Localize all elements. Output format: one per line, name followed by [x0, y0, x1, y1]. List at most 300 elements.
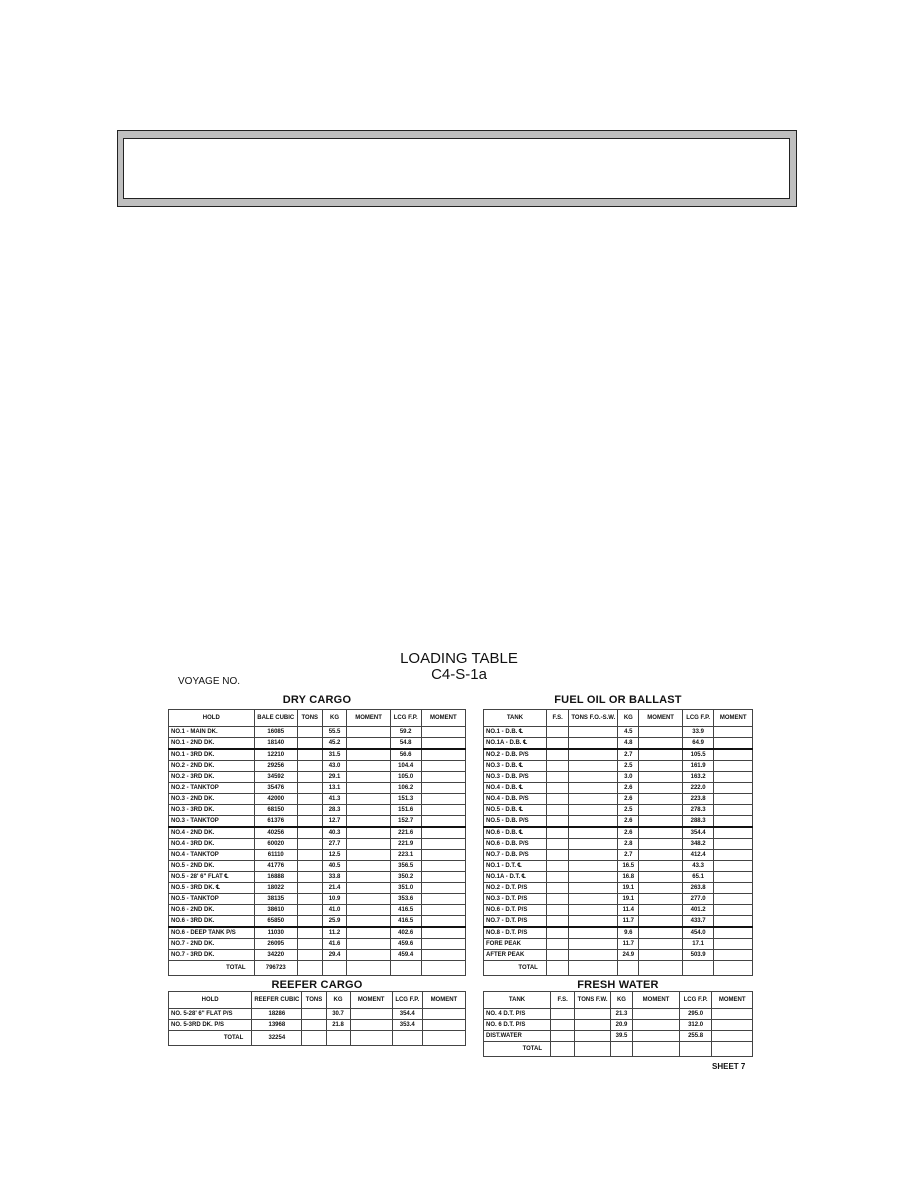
- value-cell-moment2[interactable]: [712, 1020, 753, 1031]
- total-cell[interactable]: [610, 1042, 632, 1057]
- value-cell-moment2[interactable]: [422, 1009, 465, 1020]
- value-cell-tons[interactable]: [569, 883, 618, 894]
- value-cell-moment2[interactable]: [421, 861, 465, 872]
- table-row: [484, 1031, 753, 1042]
- value-cell-moment[interactable]: [347, 827, 390, 839]
- value-cell-kg: 10.9: [322, 894, 347, 905]
- value-cell-kg: 41.3: [322, 794, 347, 805]
- value-cell-bale: 11030: [254, 927, 297, 939]
- col-header: MOMENT: [422, 992, 465, 1009]
- value-cell-tons[interactable]: [569, 927, 618, 939]
- value-cell-moment2[interactable]: [714, 827, 753, 839]
- value-cell-moment2[interactable]: [714, 927, 753, 939]
- row-label-cell: NO.1 - 2ND DK.: [169, 738, 255, 750]
- value-cell-moment2[interactable]: [421, 950, 465, 961]
- row-label-cell: FORE PEAK: [484, 939, 547, 950]
- value-cell-moment[interactable]: [639, 827, 683, 839]
- col-header: MOMENT: [421, 710, 465, 727]
- table-row: [484, 883, 753, 894]
- value-cell-tons[interactable]: [569, 950, 618, 961]
- value-cell-fs[interactable]: [546, 850, 569, 861]
- value-cell-moment[interactable]: [347, 883, 390, 894]
- value-cell-moment[interactable]: [347, 916, 390, 928]
- value-cell-lcg: 312.0: [679, 1020, 711, 1031]
- value-cell-moment[interactable]: [639, 839, 683, 850]
- value-cell-moment2[interactable]: [422, 1020, 465, 1031]
- value-cell-fs[interactable]: [546, 761, 569, 772]
- col-header: KG: [618, 710, 639, 727]
- value-cell-lcg: 17.1: [682, 939, 713, 950]
- value-cell-kg: 2.6: [618, 783, 639, 794]
- dry-cargo-table: [168, 709, 466, 976]
- value-cell-tons[interactable]: [297, 894, 322, 905]
- col-header: REEFER CUBIC: [252, 992, 302, 1009]
- value-cell-moment[interactable]: [639, 738, 683, 750]
- value-cell-bale: 65850: [254, 916, 297, 928]
- total-cell[interactable]: [569, 961, 618, 976]
- value-cell-tons[interactable]: [297, 939, 322, 950]
- value-cell-lcg: 416.5: [390, 905, 421, 916]
- value-cell-lcg: 105.5: [682, 749, 713, 761]
- value-cell-moment2[interactable]: [421, 727, 465, 738]
- total-value: 796723: [254, 961, 297, 976]
- value-cell-moment[interactable]: [347, 872, 390, 883]
- value-cell-moment[interactable]: [639, 761, 683, 772]
- value-cell-fs[interactable]: [551, 1031, 575, 1042]
- value-cell-lcg: 433.7: [682, 916, 713, 928]
- value-cell-tons[interactable]: [297, 861, 322, 872]
- value-cell-moment2[interactable]: [421, 916, 465, 928]
- total-cell[interactable]: [618, 961, 639, 976]
- value-cell-tons[interactable]: [297, 805, 322, 816]
- table-row: [169, 950, 466, 961]
- table-row: [169, 772, 466, 783]
- table-row: [169, 894, 466, 905]
- row-label-cell: NO.7 - 2ND DK.: [169, 939, 255, 950]
- value-cell-tons[interactable]: [569, 827, 618, 839]
- value-cell-fs[interactable]: [546, 794, 569, 805]
- total-cell[interactable]: [575, 1042, 610, 1057]
- value-cell-kg: 29.1: [322, 772, 347, 783]
- value-cell-moment2[interactable]: [714, 794, 753, 805]
- value-cell-tons[interactable]: [297, 916, 322, 928]
- value-cell-moment2[interactable]: [421, 827, 465, 839]
- value-cell-moment[interactable]: [639, 939, 683, 950]
- value-cell-tons[interactable]: [297, 872, 322, 883]
- value-cell-fs[interactable]: [546, 883, 569, 894]
- total-cell[interactable]: [546, 961, 569, 976]
- row-label-cell: NO.7 - D.T. P/S: [484, 916, 547, 928]
- value-cell-moment[interactable]: [639, 816, 683, 828]
- row-label-cell: NO.5 - D.B. P/S: [484, 816, 547, 828]
- row-label-cell: NO.3 - TANKTOP: [169, 816, 255, 828]
- value-cell-bale: 26095: [254, 939, 297, 950]
- value-cell-tons[interactable]: [302, 1009, 326, 1020]
- voyage-label: VOYAGE NO.: [178, 676, 241, 687]
- value-cell-moment[interactable]: [639, 872, 683, 883]
- total-cell[interactable]: [326, 1031, 350, 1046]
- value-cell-moment2[interactable]: [421, 805, 465, 816]
- value-cell-fs[interactable]: [546, 916, 569, 928]
- value-cell-moment2[interactable]: [421, 839, 465, 850]
- value-cell-moment2[interactable]: [714, 939, 753, 950]
- col-header: LCG F.P.: [679, 992, 711, 1009]
- table-row: [484, 927, 753, 939]
- value-cell-tons[interactable]: [302, 1020, 326, 1031]
- value-cell-fs[interactable]: [546, 816, 569, 828]
- row-label-cell: NO.2 - 3RD DK.: [169, 772, 255, 783]
- total-cell[interactable]: [682, 961, 713, 976]
- value-cell-moment[interactable]: [639, 861, 683, 872]
- total-cell[interactable]: [297, 961, 322, 976]
- value-cell-kg: 40.5: [322, 861, 347, 872]
- value-cell-tons[interactable]: [297, 816, 322, 828]
- table-row: [484, 827, 753, 839]
- value-cell-tons[interactable]: [569, 872, 618, 883]
- value-cell-moment2[interactable]: [714, 872, 753, 883]
- table-row: [169, 839, 466, 850]
- value-cell-kg: 2.6: [618, 794, 639, 805]
- table-row: [169, 1020, 466, 1031]
- value-cell-tons[interactable]: [569, 761, 618, 772]
- col-header: KG: [326, 992, 350, 1009]
- value-cell-moment[interactable]: [639, 727, 683, 738]
- value-cell-kg: 19.1: [618, 894, 639, 905]
- row-label-cell: NO.3 - 2ND DK.: [169, 794, 255, 805]
- value-cell-moment[interactable]: [639, 927, 683, 939]
- value-cell-tons[interactable]: [569, 794, 618, 805]
- total-cell[interactable]: [322, 961, 347, 976]
- value-cell-fs[interactable]: [546, 783, 569, 794]
- value-cell-moment2[interactable]: [714, 850, 753, 861]
- row-label-cell: NO.6 - 3RD DK.: [169, 916, 255, 928]
- value-cell-fs[interactable]: [546, 905, 569, 916]
- value-cell-moment2[interactable]: [421, 850, 465, 861]
- value-cell-fs[interactable]: [551, 1009, 575, 1020]
- value-cell-kg: 4.8: [618, 738, 639, 750]
- total-cell[interactable]: [712, 1042, 753, 1057]
- value-cell-fs[interactable]: [546, 727, 569, 738]
- value-cell-fs[interactable]: [546, 894, 569, 905]
- col-header: LCG F.P.: [390, 710, 421, 727]
- value-cell-moment[interactable]: [347, 783, 390, 794]
- value-cell-lcg: 64.9: [682, 738, 713, 750]
- value-cell-moment[interactable]: [633, 1020, 680, 1031]
- value-cell-moment2[interactable]: [421, 761, 465, 772]
- value-cell-moment2[interactable]: [712, 1031, 753, 1042]
- value-cell-moment[interactable]: [639, 916, 683, 928]
- table-row: [484, 872, 753, 883]
- value-cell-moment2[interactable]: [714, 905, 753, 916]
- value-cell-moment2[interactable]: [421, 749, 465, 761]
- value-cell-tons[interactable]: [569, 805, 618, 816]
- value-cell-moment2[interactable]: [714, 805, 753, 816]
- value-cell-lcg: 222.0: [682, 783, 713, 794]
- value-cell-moment[interactable]: [347, 727, 390, 738]
- value-cell-kg: 9.6: [618, 927, 639, 939]
- col-header: LCG F.P.: [392, 992, 422, 1009]
- value-cell-tons[interactable]: [297, 950, 322, 961]
- value-cell-moment2[interactable]: [714, 749, 753, 761]
- value-cell-moment2[interactable]: [714, 894, 753, 905]
- value-cell-moment[interactable]: [639, 894, 683, 905]
- value-cell-moment2[interactable]: [714, 916, 753, 928]
- row-label-cell: NO. 4 D.T. P/S: [484, 1009, 551, 1020]
- value-cell-moment2[interactable]: [421, 883, 465, 894]
- value-cell-tons[interactable]: [569, 783, 618, 794]
- table-header-row: [484, 710, 753, 727]
- value-cell-moment[interactable]: [347, 894, 390, 905]
- value-cell-tons[interactable]: [297, 827, 322, 839]
- value-cell-moment[interactable]: [347, 839, 390, 850]
- value-cell-tons[interactable]: [569, 727, 618, 738]
- value-cell-lcg: 351.0: [390, 883, 421, 894]
- value-cell-lcg: 350.2: [390, 872, 421, 883]
- value-cell-lcg: 401.2: [682, 905, 713, 916]
- value-cell-moment2[interactable]: [421, 772, 465, 783]
- total-cell[interactable]: [302, 1031, 326, 1046]
- value-cell-tons[interactable]: [575, 1009, 610, 1020]
- value-cell-moment2[interactable]: [714, 783, 753, 794]
- value-cell-tons[interactable]: [569, 839, 618, 850]
- value-cell-lcg: 459.6: [390, 939, 421, 950]
- value-cell-tons[interactable]: [575, 1031, 610, 1042]
- value-cell-tons[interactable]: [297, 772, 322, 783]
- value-cell-tons[interactable]: [569, 861, 618, 872]
- value-cell-moment[interactable]: [347, 805, 390, 816]
- value-cell-kg: 55.5: [322, 727, 347, 738]
- value-cell-moment2[interactable]: [421, 794, 465, 805]
- reefer-cargo-title: REEFER CARGO: [271, 979, 363, 991]
- value-cell-moment2[interactable]: [421, 905, 465, 916]
- value-cell-moment2[interactable]: [712, 1009, 753, 1020]
- table-row: [169, 1009, 466, 1020]
- table-row: [484, 783, 753, 794]
- value-cell-bale: 16085: [254, 727, 297, 738]
- table-row: [484, 794, 753, 805]
- value-cell-fs[interactable]: [546, 950, 569, 961]
- value-cell-tons[interactable]: [297, 883, 322, 894]
- value-cell-tons[interactable]: [297, 905, 322, 916]
- total-cell[interactable]: [714, 961, 753, 976]
- dry-cargo-title: DRY CARGO: [282, 694, 352, 706]
- value-cell-fs[interactable]: [546, 927, 569, 939]
- table-row: [484, 861, 753, 872]
- value-cell-moment[interactable]: [639, 905, 683, 916]
- value-cell-bale: 16888: [254, 872, 297, 883]
- value-cell-moment[interactable]: [347, 927, 390, 939]
- page-subtitle: C4-S-1a: [431, 666, 487, 683]
- value-cell-moment[interactable]: [639, 772, 683, 783]
- value-cell-lcg: 503.9: [682, 950, 713, 961]
- table-header-row: [169, 992, 466, 1009]
- value-cell-fs[interactable]: [546, 939, 569, 950]
- value-cell-moment[interactable]: [347, 905, 390, 916]
- value-cell-kg: 28.3: [322, 805, 347, 816]
- header-frame-inner: [123, 138, 790, 199]
- value-cell-tons[interactable]: [297, 761, 322, 772]
- value-cell-moment2[interactable]: [421, 783, 465, 794]
- value-cell-moment2[interactable]: [714, 761, 753, 772]
- value-cell-moment2[interactable]: [714, 861, 753, 872]
- total-cell[interactable]: [679, 1042, 711, 1057]
- value-cell-tons[interactable]: [575, 1020, 610, 1031]
- value-cell-tons[interactable]: [569, 749, 618, 761]
- value-cell-tons[interactable]: [569, 894, 618, 905]
- total-cell[interactable]: [390, 961, 421, 976]
- value-cell-tons[interactable]: [297, 727, 322, 738]
- value-cell-moment2[interactable]: [421, 927, 465, 939]
- value-cell-moment2[interactable]: [714, 816, 753, 828]
- col-header: TONS: [297, 710, 322, 727]
- value-cell-fs[interactable]: [546, 872, 569, 883]
- col-header: F.S.: [551, 992, 575, 1009]
- value-cell-moment[interactable]: [347, 816, 390, 828]
- value-cell-moment2[interactable]: [421, 939, 465, 950]
- row-label-cell: NO.5 - 3RD DK. ℄: [169, 883, 255, 894]
- value-cell-moment2[interactable]: [714, 839, 753, 850]
- value-cell-bale: 29256: [254, 761, 297, 772]
- value-cell-kg: 2.5: [618, 761, 639, 772]
- value-cell-kg: 16.5: [618, 861, 639, 872]
- row-label-cell: NO. 6 D.T. P/S: [484, 1020, 551, 1031]
- value-cell-tons[interactable]: [297, 738, 322, 750]
- value-cell-moment[interactable]: [347, 749, 390, 761]
- value-cell-kg: 43.0: [322, 761, 347, 772]
- value-cell-lcg: 354.4: [392, 1009, 422, 1020]
- value-cell-fs[interactable]: [546, 861, 569, 872]
- value-cell-tons[interactable]: [569, 738, 618, 750]
- value-cell-bale: 18140: [254, 738, 297, 750]
- value-cell-moment[interactable]: [633, 1031, 680, 1042]
- value-cell-tons[interactable]: [297, 839, 322, 850]
- total-cell[interactable]: [633, 1042, 680, 1057]
- total-cell[interactable]: [422, 1031, 465, 1046]
- value-cell-fs[interactable]: [546, 827, 569, 839]
- total-label: TOTAL: [484, 1042, 551, 1057]
- col-header: MOMENT: [347, 710, 390, 727]
- value-cell-lcg: 59.2: [390, 727, 421, 738]
- value-cell-lcg: 277.0: [682, 894, 713, 905]
- total-label: TOTAL: [484, 961, 547, 976]
- table-row: [484, 950, 753, 961]
- value-cell-moment2[interactable]: [421, 816, 465, 828]
- value-cell-tons[interactable]: [569, 772, 618, 783]
- table-row: [484, 916, 753, 928]
- value-cell-moment2[interactable]: [421, 738, 465, 750]
- value-cell-moment[interactable]: [347, 794, 390, 805]
- value-cell-moment[interactable]: [639, 883, 683, 894]
- value-cell-moment[interactable]: [347, 939, 390, 950]
- value-cell-tons[interactable]: [569, 850, 618, 861]
- table-row: [484, 749, 753, 761]
- total-cell[interactable]: [347, 961, 390, 976]
- value-cell-kg: 2.6: [618, 827, 639, 839]
- value-cell-moment[interactable]: [639, 783, 683, 794]
- value-cell-kg: 21.4: [322, 883, 347, 894]
- value-cell-fs[interactable]: [546, 738, 569, 750]
- total-label: TOTAL: [169, 1031, 252, 1046]
- value-cell-moment[interactable]: [639, 950, 683, 961]
- value-cell-fs[interactable]: [546, 749, 569, 761]
- value-cell-tons[interactable]: [297, 749, 322, 761]
- value-cell-moment[interactable]: [639, 749, 683, 761]
- value-cell-tons[interactable]: [569, 939, 618, 950]
- table-row: [484, 839, 753, 850]
- value-cell-tons[interactable]: [569, 916, 618, 928]
- value-cell-moment2[interactable]: [714, 738, 753, 750]
- value-cell-moment[interactable]: [633, 1009, 680, 1020]
- value-cell-moment[interactable]: [347, 950, 390, 961]
- value-cell-moment[interactable]: [639, 805, 683, 816]
- row-label-cell: NO.8 - D.T. P/S: [484, 927, 547, 939]
- value-cell-bale: 68150: [254, 805, 297, 816]
- value-cell-tons[interactable]: [297, 783, 322, 794]
- table-row: [169, 927, 466, 939]
- value-cell-moment[interactable]: [639, 850, 683, 861]
- value-cell-lcg: 221.9: [390, 839, 421, 850]
- value-cell-fs[interactable]: [551, 1020, 575, 1031]
- total-cell[interactable]: [392, 1031, 422, 1046]
- total-row: [169, 1031, 466, 1046]
- value-cell-bale: 41776: [254, 861, 297, 872]
- row-label-cell: NO.5 - TANKTOP: [169, 894, 255, 905]
- value-cell-moment2[interactable]: [714, 950, 753, 961]
- total-cell[interactable]: [421, 961, 465, 976]
- value-cell-bale: 42000: [254, 794, 297, 805]
- value-cell-bale: 35476: [254, 783, 297, 794]
- table-row: [169, 827, 466, 839]
- value-cell-kg: 3.0: [618, 772, 639, 783]
- total-cell[interactable]: [639, 961, 683, 976]
- col-header: HOLD: [169, 992, 252, 1009]
- value-cell-moment[interactable]: [347, 738, 390, 750]
- value-cell-moment[interactable]: [347, 850, 390, 861]
- value-cell-moment2[interactable]: [714, 727, 753, 738]
- total-row: [484, 961, 753, 976]
- value-cell-kg: 11.2: [322, 927, 347, 939]
- value-cell-fs[interactable]: [546, 805, 569, 816]
- value-cell-moment[interactable]: [347, 772, 390, 783]
- value-cell-moment[interactable]: [350, 1009, 392, 1020]
- value-cell-fs[interactable]: [546, 839, 569, 850]
- value-cell-tons[interactable]: [297, 927, 322, 939]
- value-cell-moment2[interactable]: [714, 883, 753, 894]
- value-cell-tons[interactable]: [569, 816, 618, 828]
- value-cell-moment2[interactable]: [421, 894, 465, 905]
- value-cell-kg: 2.7: [618, 850, 639, 861]
- value-cell-lcg: 56.6: [390, 749, 421, 761]
- total-cell[interactable]: [350, 1031, 392, 1046]
- value-cell-tons[interactable]: [569, 905, 618, 916]
- table-row: [484, 1009, 753, 1020]
- row-label-cell: NO.6 - D.B. P/S: [484, 839, 547, 850]
- value-cell-moment[interactable]: [347, 861, 390, 872]
- value-cell-lcg: 106.2: [390, 783, 421, 794]
- value-cell-moment2[interactable]: [714, 772, 753, 783]
- value-cell-fs[interactable]: [546, 772, 569, 783]
- value-cell-moment2[interactable]: [421, 872, 465, 883]
- value-cell-kg: 2.8: [618, 839, 639, 850]
- value-cell-tons[interactable]: [297, 794, 322, 805]
- total-cell[interactable]: [551, 1042, 575, 1057]
- value-cell-moment[interactable]: [639, 794, 683, 805]
- value-cell-moment[interactable]: [350, 1020, 392, 1031]
- table-row: [169, 905, 466, 916]
- value-cell-tons[interactable]: [297, 850, 322, 861]
- value-cell-bale: 18022: [254, 883, 297, 894]
- value-cell-moment[interactable]: [347, 761, 390, 772]
